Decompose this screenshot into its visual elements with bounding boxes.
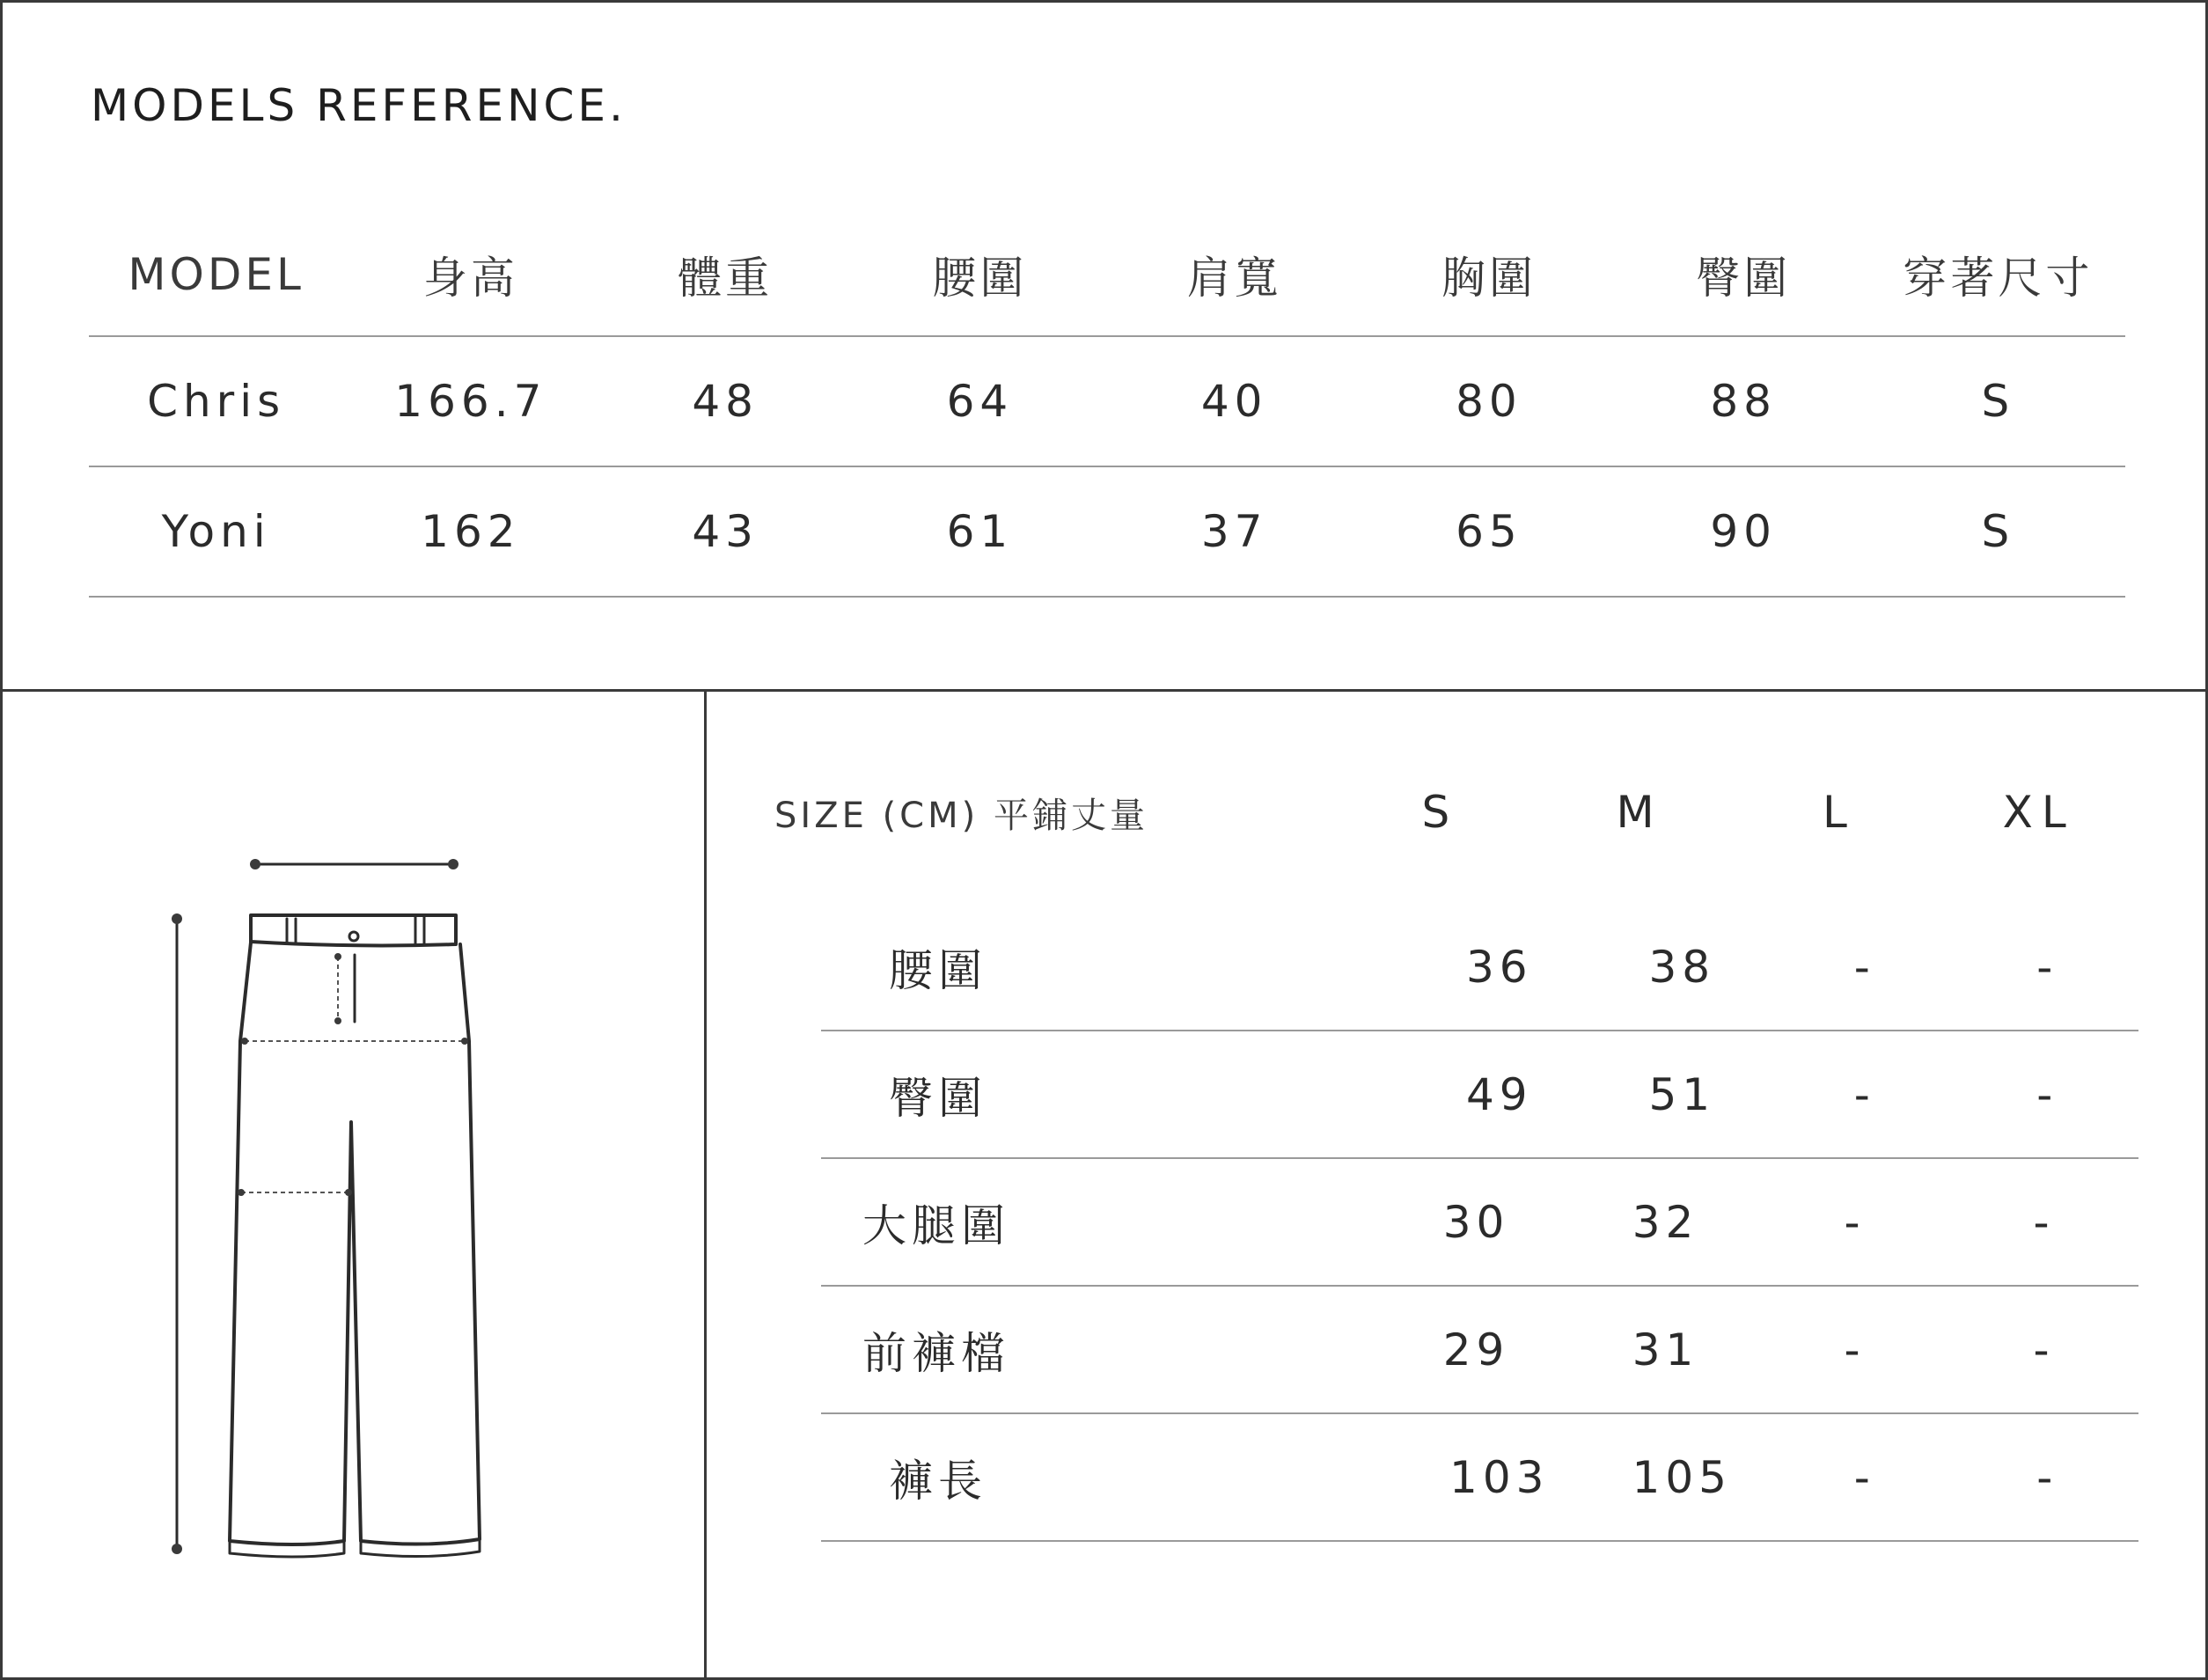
measure-name: 大腿圍 xyxy=(862,1199,1010,1251)
measure-value: 38 xyxy=(1648,941,1716,993)
model-weight: 43 xyxy=(692,506,759,557)
table-row xyxy=(821,1414,2138,1542)
measure-value: 29 xyxy=(1442,1324,1510,1376)
size-m: M xyxy=(1616,787,1663,838)
model-name: Yoni xyxy=(161,506,271,557)
model-chest: 80 xyxy=(1456,376,1522,427)
measure-value: - xyxy=(2033,1196,2055,1248)
measure-value: 51 xyxy=(1648,1068,1716,1120)
table-row xyxy=(821,1159,2138,1287)
table-row xyxy=(821,904,2138,1031)
measure-value: - xyxy=(1853,1451,1875,1503)
model-weight: 48 xyxy=(692,376,759,427)
header-chest: 胸圍 xyxy=(1441,253,1537,304)
header-size-worn: 穿著尺寸 xyxy=(1903,253,2094,304)
measure-value: 36 xyxy=(1465,941,1533,993)
model-height: 162 xyxy=(421,506,521,557)
size-table-label: SIZE (CM) 平鋪丈量 xyxy=(774,795,1148,836)
model-hip: 90 xyxy=(1710,506,1777,557)
measure-value: 49 xyxy=(1465,1068,1533,1120)
measure-value: - xyxy=(2036,1068,2058,1120)
header-shoulder: 肩寬 xyxy=(1186,253,1282,304)
measure-value: - xyxy=(2036,1451,2058,1503)
measure-value: - xyxy=(1853,941,1875,993)
model-hip: 88 xyxy=(1710,376,1777,427)
table-row xyxy=(821,1031,2138,1159)
measure-value: 32 xyxy=(1632,1196,1699,1248)
table-row xyxy=(89,467,2125,598)
measure-value: 103 xyxy=(1449,1451,1550,1503)
model-size-worn: S xyxy=(1981,376,2015,427)
models-header-row xyxy=(89,214,2125,337)
header-waist: 腰圍 xyxy=(932,253,1028,304)
section-divider-horizontal xyxy=(3,689,2205,692)
measure-value: 30 xyxy=(1442,1196,1510,1248)
model-shoulder: 37 xyxy=(1200,506,1268,557)
measure-value: - xyxy=(1853,1068,1875,1120)
model-chest: 65 xyxy=(1456,506,1522,557)
measure-value: 105 xyxy=(1632,1451,1732,1503)
table-row xyxy=(821,1287,2138,1414)
table-row xyxy=(89,337,2125,467)
size-table xyxy=(774,759,2138,1542)
model-waist: 64 xyxy=(946,376,1014,427)
page-title: MODELS REFERENCE. xyxy=(91,80,627,131)
measure-name: 褲長 xyxy=(889,1455,987,1507)
measure-value: - xyxy=(1844,1196,1866,1248)
size-xl: XL xyxy=(2002,787,2075,838)
size-s: S xyxy=(1421,787,1459,838)
header-height: 身高 xyxy=(422,253,518,304)
model-height: 166.7 xyxy=(394,376,547,427)
model-name: Chris xyxy=(147,376,286,427)
model-shoulder: 40 xyxy=(1200,376,1268,427)
header-hip: 臀圍 xyxy=(1696,253,1792,304)
measure-value: - xyxy=(2033,1324,2055,1376)
model-waist: 61 xyxy=(946,506,1014,557)
measure-name: 腰圍 xyxy=(889,944,987,996)
measure-value: - xyxy=(2036,941,2058,993)
measure-value: - xyxy=(1844,1324,1866,1376)
pants-icon xyxy=(135,839,504,1578)
measure-name: 臀圍 xyxy=(889,1072,987,1124)
size-header-row xyxy=(774,759,2138,865)
measure-value: 31 xyxy=(1632,1324,1699,1376)
section-divider-vertical xyxy=(704,689,707,1677)
measure-name: 前褲檔 xyxy=(862,1327,1010,1379)
size-l: L xyxy=(1822,787,1856,838)
header-model: MODEL xyxy=(128,249,304,300)
header-weight: 體重 xyxy=(678,253,774,304)
model-size-worn: S xyxy=(1981,506,2015,557)
models-table xyxy=(89,214,2125,598)
